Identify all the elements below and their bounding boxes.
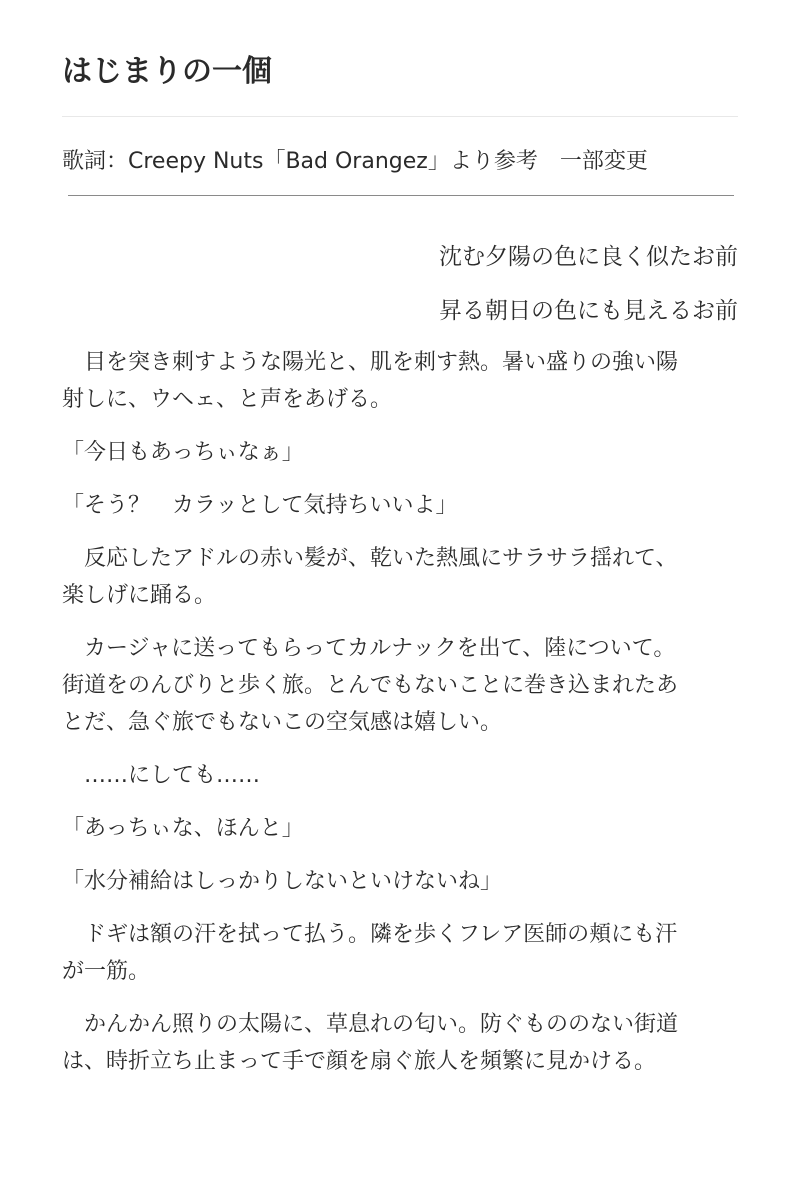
paragraph-line: 「あっちぃな、ほんと」 <box>62 816 304 841</box>
story-paragraph <box>62 916 738 990</box>
paragraph-line: 射しに、ウヘェ、と声をあげる。 <box>62 387 393 412</box>
story-paragraph <box>62 757 738 794</box>
paragraph-line: 「そう？ カラッとして気持ちいいよ」 <box>62 493 458 518</box>
paragraph-line: 楽しげに踊る。 <box>62 583 217 608</box>
paragraph-line: ドギは額の汗を拭って払う。隣を歩くフレア医師の頬にも汗 <box>62 922 678 947</box>
story-paragraph <box>62 863 738 900</box>
paragraph-line: カージャに送ってもらってカルナックを出て、陸について。 <box>62 636 676 661</box>
paragraph-line: は、時折立ち止まって手で顔を扇ぐ旅人を頻繁に見かける。 <box>62 1049 657 1074</box>
story-paragraph <box>62 1006 738 1080</box>
story-paragraph <box>62 344 738 418</box>
page-title: はじまりの一個 <box>62 54 272 89</box>
story-paragraph <box>62 810 738 847</box>
paragraph-line: とだ、急ぐ旅でもないこの空気感は嬉しい。 <box>62 710 503 735</box>
story-body <box>62 344 738 1080</box>
paragraph-line: 街道をのんびりと歩く旅。とんでもないことに巻き込まれたあ <box>62 673 679 698</box>
story-page <box>62 0 738 1096</box>
paragraph-line: かんかん照りの太陽に、草息れの匂い。防ぐもののない街道 <box>62 1012 679 1037</box>
epigraph <box>62 230 738 338</box>
section-divider <box>68 195 734 196</box>
story-paragraph <box>62 540 738 614</box>
lyrics-credit: 歌詞：Creepy Nuts「Bad Orangez」より参考 一部変更 <box>62 149 648 174</box>
epigraph-line: 昇る朝日の色にも見えるお前 <box>439 298 738 324</box>
paragraph-line: 目を突き刺すような陽光と、肌を刺す熱。暑い盛りの強い陽 <box>62 350 679 375</box>
epigraph-line: 沈む夕陽の色に良く似たお前 <box>439 244 738 270</box>
paragraph-line: 「水分補給はしっかりしないといけないね」 <box>62 869 503 894</box>
paragraph-line: ……にしても…… <box>62 763 261 788</box>
paragraph-line: 「今日もあっちぃなぁ」 <box>62 440 304 465</box>
paragraph-line: が一筋。 <box>62 959 151 984</box>
paragraph-line: 反応したアドルの赤い髪が、乾いた熱風にサラサラ揺れて、 <box>62 546 678 571</box>
story-paragraph <box>62 630 738 741</box>
story-paragraph <box>62 487 738 524</box>
story-paragraph <box>62 434 738 471</box>
